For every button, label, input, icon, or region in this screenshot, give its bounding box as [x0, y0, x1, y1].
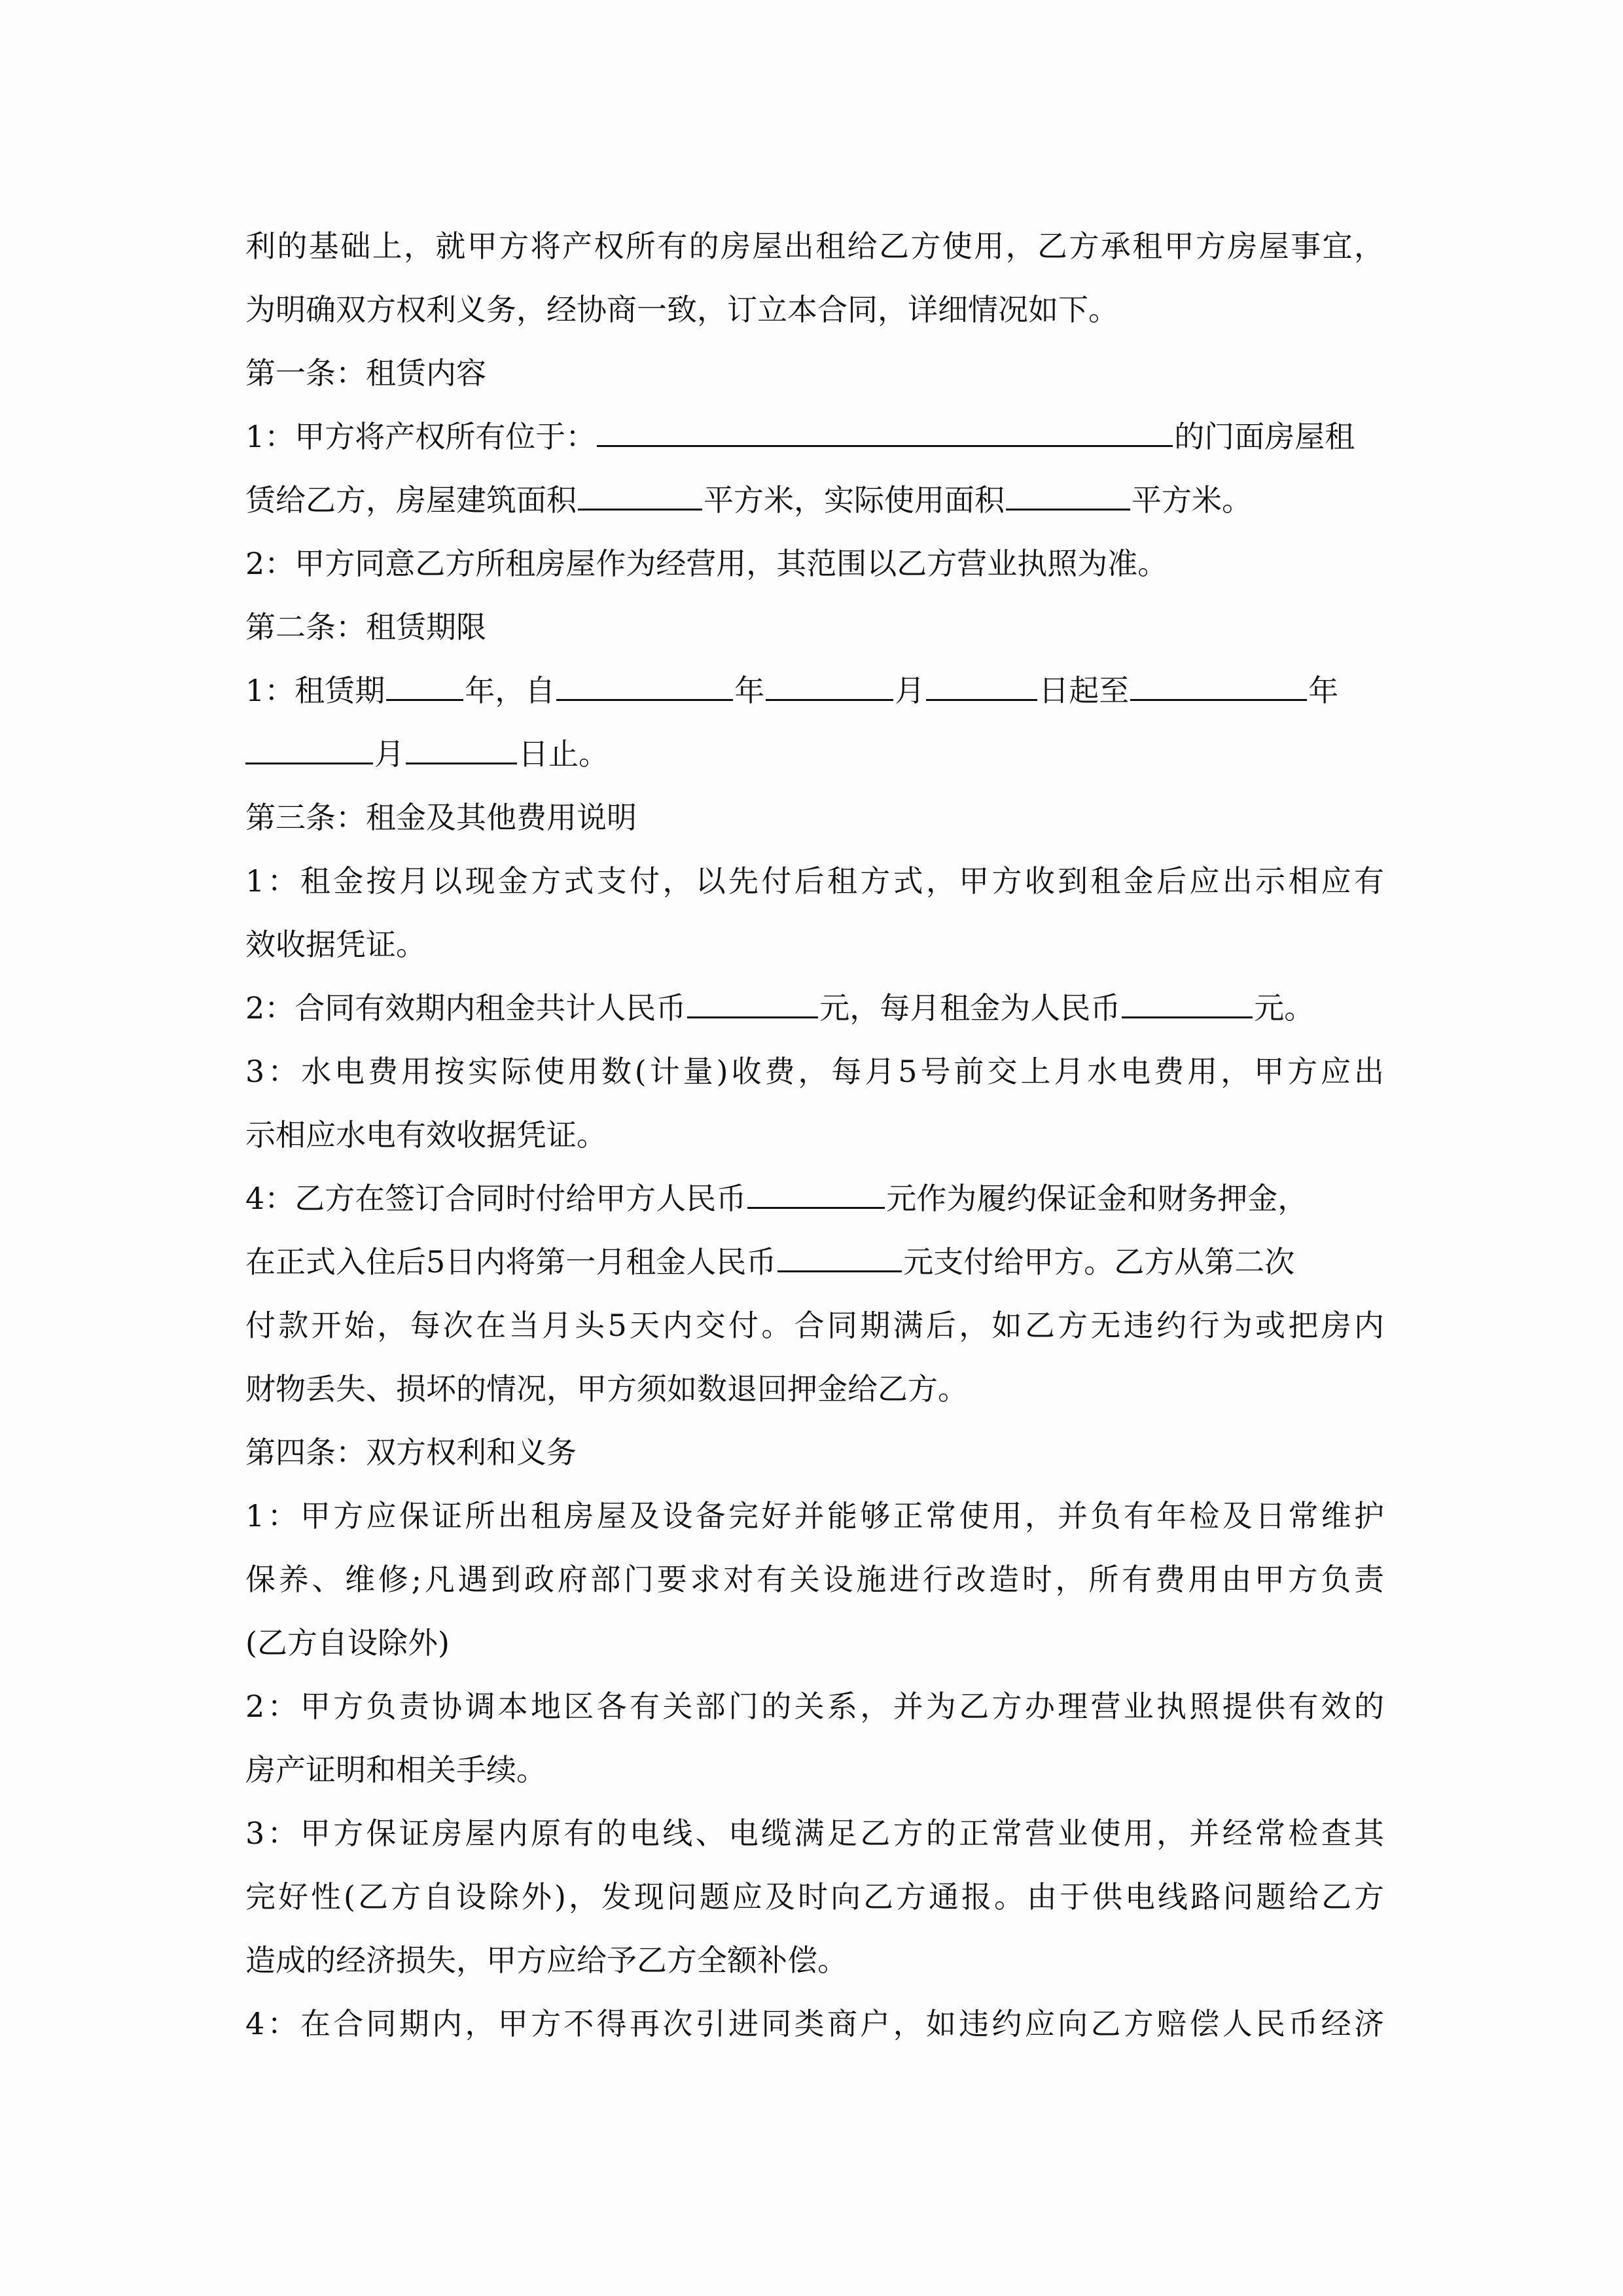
article-3-clause-3-line-1: 3：水电费用按实际使用数(计量)收费，每月5号前交上月水电费用，甲方应出 — [245, 1054, 1384, 1089]
clause-text: 年，自 — [465, 673, 556, 708]
clause-text: 月 — [895, 673, 925, 708]
article-2-clause-1-line-2 — [245, 723, 1384, 786]
intro-line-2: 为明确双方权利义务，经协商一致，订立本合同，详细情况如下。 — [245, 292, 1118, 327]
intro-line-1: 利的基础上，就甲方将产权所有的房屋出租给乙方使用，乙方承租甲方房屋事宜， — [245, 228, 1384, 264]
article-2-heading: 第二条：租赁期限 — [245, 609, 486, 645]
location-blank[interactable] — [597, 419, 1173, 447]
article-3-clause-4-line-4: 财物丢失、损坏的情况，甲方须如数退回押金给乙方。 — [245, 1371, 968, 1407]
clause-text: 元作为履约保证金和财务押金， — [886, 1181, 1308, 1216]
clause-text: 1：甲方将产权所有位于： — [245, 419, 596, 454]
clause-text: 平方米，实际使用面积 — [704, 482, 1005, 518]
end-year-blank[interactable] — [1130, 673, 1307, 701]
article-1-clause-2: 2：甲方同意乙方所租房屋作为经营用，其范围以乙方营业执照为准。 — [245, 546, 1168, 581]
clause-text: 元支付给甲方。乙方从第二次 — [903, 1244, 1295, 1280]
article-4-clause-4-line-1: 4：在合同期内，甲方不得再次引进同类商户，如违约应向乙方赔偿人民币经济 — [245, 2006, 1384, 2041]
start-day-blank[interactable] — [926, 673, 1037, 701]
clause-text: 元。 — [1254, 990, 1315, 1026]
article-3-clause-4-line-1 — [245, 1167, 1384, 1230]
clause-text: 赁给乙方，房屋建筑面积 — [245, 482, 577, 518]
article-1-clause-1-line-1 — [245, 405, 1384, 469]
article-4-clause-3-line-1: 3：甲方保证房屋内原有的电线、电缆满足乙方的正常营业使用，并经常检查其 — [245, 1816, 1384, 1851]
clause-text: 4：乙方在签订合同时付给甲方人民币 — [245, 1181, 747, 1216]
article-4-clause-1-line-2: 保养、维修;凡遇到政府部门要求对有关设施进行改造时，所有费用由甲方负责 — [245, 1562, 1384, 1597]
article-2-clause-1-line-1 — [245, 659, 1384, 723]
article-3-clause-1-line-2: 效收据凭证。 — [245, 927, 426, 962]
article-4-clause-3-line-3: 造成的经济损失，甲方应给予乙方全额补偿。 — [245, 1943, 847, 1978]
clause-text: 年 — [1308, 673, 1339, 708]
article-4-clause-2-line-2: 房产证明和相关手续。 — [245, 1752, 546, 1787]
article-3-clause-4-line-2 — [245, 1230, 1384, 1294]
clause-text: 月 — [374, 736, 404, 772]
article-1-clause-1-line-2 — [245, 469, 1384, 532]
clause-text: 平方米。 — [1132, 482, 1252, 518]
clause-text: 元，每月租金为人民币 — [819, 990, 1121, 1026]
first-month-rent-blank[interactable] — [777, 1244, 902, 1272]
clause-text: 的门面房屋租 — [1174, 419, 1355, 454]
total-rent-blank[interactable] — [687, 990, 818, 1018]
article-1-heading: 第一条：租赁内容 — [245, 355, 486, 391]
end-day-blank[interactable] — [406, 736, 517, 764]
usable-area-blank[interactable] — [1006, 482, 1130, 511]
clause-text: 1：租赁期 — [245, 673, 385, 708]
article-4-clause-1-line-3: (乙方自设除外) — [245, 1625, 450, 1660]
article-3-clause-4-line-3: 付款开始，每次在当月头5天内交付。合同期满后，如乙方无违约行为或把房内 — [245, 1308, 1384, 1343]
article-4-clause-1-line-1: 1：甲方应保证所出租房屋及设备完好并能够正常使用，并负有年检及日常维护 — [245, 1498, 1384, 1534]
monthly-rent-blank[interactable] — [1122, 990, 1253, 1018]
start-year-blank[interactable] — [556, 673, 733, 701]
clause-text: 在正式入住后5日内将第一月租金人民币 — [245, 1244, 777, 1280]
article-4-clause-2-line-1: 2：甲方负责协调本地区各有关部门的关系，并为乙方办理营业执照提供有效的 — [245, 1689, 1384, 1724]
clause-text: 日止。 — [518, 736, 609, 772]
article-3-clause-1-line-1: 1：租金按月以现金方式支付，以先付后租方式，甲方收到租金后应出示相应有 — [245, 863, 1384, 899]
lease-years-blank[interactable] — [386, 673, 463, 701]
article-3-clause-3-line-2: 示相应水电有效收据凭证。 — [245, 1117, 607, 1153]
clause-text: 年 — [734, 673, 765, 708]
building-area-blank[interactable] — [578, 482, 702, 511]
start-month-blank[interactable] — [766, 673, 893, 701]
clause-text: 2：合同有效期内租金共计人民币 — [245, 990, 687, 1026]
article-4-heading: 第四条：双方权利和义务 — [245, 1435, 577, 1470]
deposit-blank[interactable] — [747, 1181, 885, 1209]
article-3-clause-2 — [245, 977, 1384, 1040]
end-month-blank[interactable] — [245, 736, 373, 764]
contract-page — [245, 215, 1384, 2056]
article-4-clause-3-line-2: 完好性(乙方自设除外)，发现问题应及时向乙方通报。由于供电线路问题给乙方 — [245, 1879, 1384, 1914]
article-3-heading: 第三条：租金及其他费用说明 — [245, 800, 637, 835]
clause-text: 日起至 — [1039, 673, 1130, 708]
